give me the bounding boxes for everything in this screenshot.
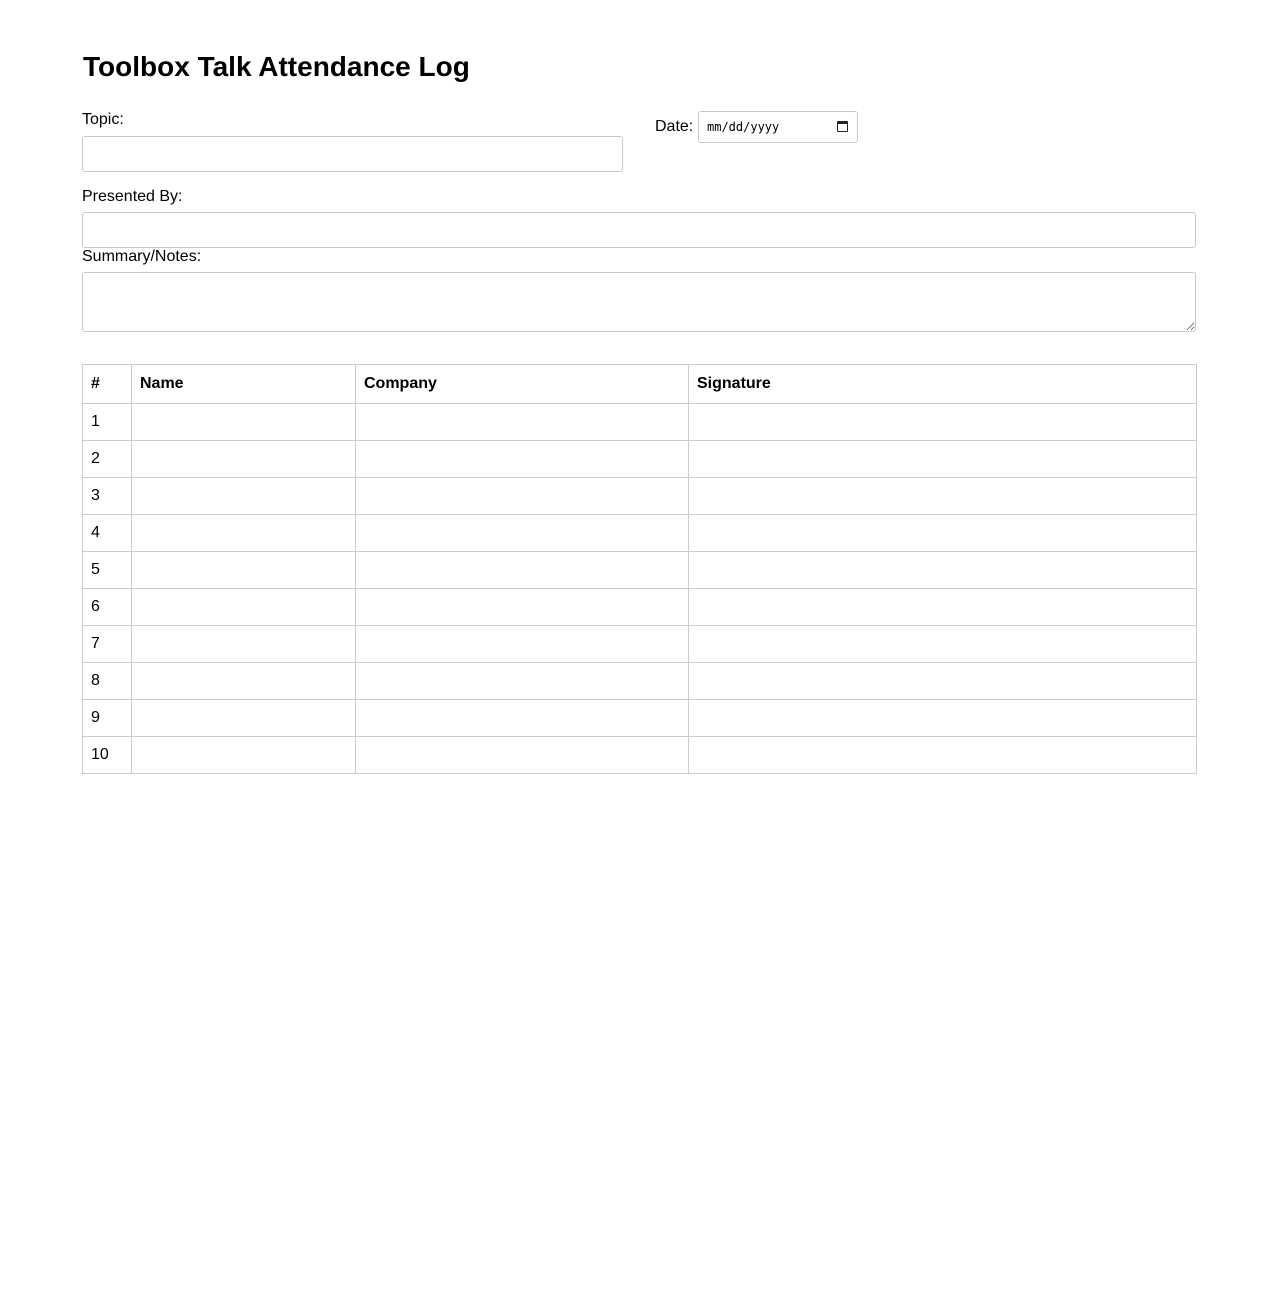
name-cell[interactable]	[132, 589, 356, 626]
name-cell[interactable]	[132, 737, 356, 774]
page-title: Toolbox Talk Attendance Log	[83, 51, 470, 82]
calendar-icon[interactable]	[837, 121, 848, 132]
table-row	[83, 478, 1197, 515]
date-input[interactable]	[698, 111, 858, 143]
header-signature: Signature	[689, 365, 1197, 404]
name-cell[interactable]	[132, 478, 356, 515]
table-row	[83, 700, 1197, 737]
signature-cell[interactable]	[689, 663, 1197, 700]
topic-input[interactable]	[82, 136, 623, 172]
signature-cell[interactable]	[689, 441, 1197, 478]
date-label: Date:	[655, 118, 694, 135]
company-cell[interactable]	[356, 700, 689, 737]
presented-by-label: Presented By:	[82, 188, 183, 205]
company-cell[interactable]	[356, 552, 689, 589]
name-cell[interactable]	[132, 626, 356, 663]
signature-cell[interactable]	[689, 478, 1197, 515]
topic-label: Topic:	[82, 111, 124, 128]
company-cell[interactable]	[356, 515, 689, 552]
company-cell[interactable]	[356, 478, 689, 515]
signature-cell[interactable]	[689, 552, 1197, 589]
name-cell[interactable]	[132, 700, 356, 737]
name-cell[interactable]	[132, 404, 356, 441]
signature-cell[interactable]	[689, 626, 1197, 663]
table-row	[83, 589, 1197, 626]
row-number: 4	[83, 515, 132, 552]
table-row	[83, 626, 1197, 663]
company-cell[interactable]	[356, 589, 689, 626]
row-number: 8	[83, 663, 132, 700]
signature-cell[interactable]	[689, 737, 1197, 774]
table-row	[83, 737, 1197, 774]
signature-cell[interactable]	[689, 589, 1197, 626]
row-number: 5	[83, 552, 132, 589]
table-row	[83, 404, 1197, 441]
name-cell[interactable]	[132, 552, 356, 589]
row-number: 7	[83, 626, 132, 663]
company-cell[interactable]	[356, 663, 689, 700]
attendance-table	[82, 364, 1197, 774]
presented-by-input[interactable]	[82, 212, 1196, 248]
row-number: 3	[83, 478, 132, 515]
summary-textarea[interactable]	[82, 272, 1196, 332]
company-cell[interactable]	[356, 404, 689, 441]
header-company: Company	[356, 365, 689, 404]
table-row	[83, 663, 1197, 700]
row-number: 9	[83, 700, 132, 737]
signature-cell[interactable]	[689, 700, 1197, 737]
row-number: 6	[83, 589, 132, 626]
row-number: 1	[83, 404, 132, 441]
signature-cell[interactable]	[689, 515, 1197, 552]
summary-label: Summary/Notes:	[82, 248, 202, 265]
company-cell[interactable]	[356, 737, 689, 774]
header-number: #	[83, 365, 132, 404]
row-number: 10	[83, 737, 132, 774]
name-cell[interactable]	[132, 441, 356, 478]
header-name: Name	[132, 365, 356, 404]
table-row	[83, 552, 1197, 589]
signature-cell[interactable]	[689, 404, 1197, 441]
company-cell[interactable]	[356, 626, 689, 663]
row-number: 2	[83, 441, 132, 478]
company-cell[interactable]	[356, 441, 689, 478]
table-row	[83, 515, 1197, 552]
table-row	[83, 441, 1197, 478]
date-placeholder: mm/dd/yyyy	[707, 120, 780, 134]
table-header-row	[83, 365, 1197, 404]
name-cell[interactable]	[132, 663, 356, 700]
name-cell[interactable]	[132, 515, 356, 552]
